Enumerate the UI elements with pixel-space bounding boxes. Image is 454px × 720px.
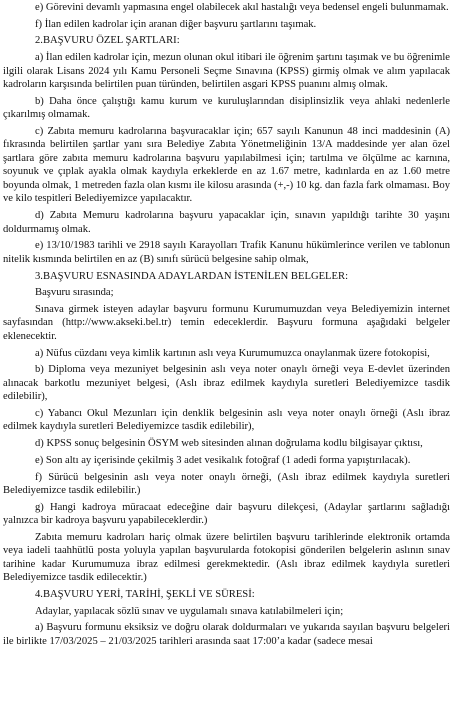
paragraph: d) Zabıta Memuru kadrolarına başvuru yapacaklar için, sınavın yapıldığı tarihte 30 yaşını doldurmamış olmak. bbox=[3, 210, 450, 235]
paragraph: Başvuru sırasında; bbox=[35, 287, 114, 299]
paragraph: Sınava girmek isteyen adaylar başvuru formunu Kurumumuzdan veya Belediyemizin internet sayfasından (http://www.akseki.bel.tr) temin edeceklerdir. Başvuru formuna aşağıdaki belgeler eklenecektir. bbox=[3, 303, 450, 342]
section-heading: 4.BAŞVURU YERİ, TARİHİ, ŞEKLİ VE SÜRESİ: bbox=[35, 589, 255, 601]
paragraph: e) Son altı ay içerisinde çekilmiş 3 adet vesikalık fotoğraf (1 adedi forma yapıştırılacak). bbox=[35, 454, 411, 466]
paragraph: c) Yabancı Okul Mezunları için denklik belgesinin aslı veya noter onaylı örneği (Aslı ibraz edilmek kaydıyla suretleri Belediyemizce tasdik edilebilir), bbox=[3, 407, 450, 433]
paragraph: Zabıta memuru kadroları hariç olmak üzere belirtilen başvuru tarihlerinde elektronik ortamda veya iadeli taahhütlü posta yoluyla yapılan başvurularda fotokopisi gönderilen belgelerin aslının sınav tarihine kadar Kurumumuza ibraz edilmesi gerekmektedir. (Aslı ibraz edilmek kaydıyla suretleri Belediyemizce tasdik edilecektir.) bbox=[3, 531, 450, 584]
paragraph: Adaylar, yapılacak sözlü sınav ve uygulamalı sınava katılabilmeleri için; bbox=[35, 605, 344, 617]
paragraph: b) Diploma veya mezuniyet belgesinin aslı veya noter onaylı örneği veya E-devlet üzerinden alınacak barkotlu mezuniyet belgesi, (Aslı ibraz edilmek kaydıyla suretleri Belediyemizce tasdik edilebilir), bbox=[3, 364, 450, 403]
paragraph: f) İlan edilen kadrolar için aranan diğer başvuru şartlarını taşımak. bbox=[35, 18, 317, 30]
section-heading: 2.BAŞVURU ÖZEL ŞARTLARI: bbox=[35, 35, 180, 47]
paragraph: a) Başvuru formunu eksiksiz ve doğru olarak doldurmaları ve yukarıda sayılan başvuru belgeleri ile birlikte 17/03/2025 – 21/03/2025 tarihleri arasında saat 17:00’a kadar (sadece mesai bbox=[3, 622, 450, 647]
paragraph: c) Zabıta memuru kadrolarına başvuracaklar için; 657 sayılı Kanunun 48 inci maddesinin (A) fıkrasında belirtilen şartlar yanı sıra Belediye Zabıta Yönetmeliğinin 13/A maddesinde yer alan özel şartlara göre zabıta memuru kadrolarına başvuru yapılabilmesi için; tartılma ve ölçülme ac karnına, soyunuk ve çıplak ayakla olmak kaydıyla erkeklerde en az 1.67 metre, kadınlarda en az 1.60 metre boyunda olmak, 1 metreden fazla olan kısmı ile kilosu arasında (+,-) 10 kg. dan fazla fark olmaması. Boy ve kilo tespitleri Belediyemizce yapılacaktır. bbox=[3, 125, 450, 205]
paragraph: f) Sürücü belgesinin aslı veya noter onaylı örneği, (Aslı ibraz edilmek kaydıyla suretleri Belediyemizce tasdik edilebilir.) bbox=[3, 471, 450, 496]
paragraph: b) Daha önce çalıştığı kamu kurum ve kuruluşlarından disiplinsizlik veya ahlaki nedenlerle çıkarılmış olmamak. bbox=[3, 95, 450, 121]
paragraph: d) KPSS sonuç belgesinin ÖSYM web sitesinden alınan doğrulama kodlu bilgisayar çıktısı, bbox=[35, 438, 423, 450]
section-heading: 3.BAŞVURU ESNASINDA ADAYLARDAN İSTENİLEN BELGELER: bbox=[35, 270, 349, 282]
paragraph: a) Nüfus cüzdanı veya kimlik kartının aslı veya Kurumumuzca onaylanmak üzere fotokopisi, bbox=[35, 347, 430, 359]
paragraph: g) Hangi kadroya müracaat edeceğine dair başvuru dilekçesi, (Adaylar şartlarını sağladığı yalnızca bir kadroya başvuru yapabileceklerdir.) bbox=[3, 501, 450, 527]
paragraph: e) Görevini devamlı yapmasına engel olabilecek akıl hastalığı veya bedensel engeli bulunmamak. bbox=[35, 2, 449, 13]
document-body bbox=[3, 1, 450, 648]
paragraph: e) 13/10/1983 tarihli ve 2918 sayılı Karayolları Trafik Kanunu hükümlerince verilen ve tablonun nitelik kısmında belirtilen en az (B) sınıfı sürücü belgesine sahip olmak, bbox=[3, 240, 450, 265]
paragraph: a) İlan edilen kadrolar için, mezun olunan okul itibari ile öğrenim şartını taşımak ve bu öğrenimle ilgili olarak Lisans 2024 yılı Kamu Personeli Seçme Sınavına (KPSS) girmiş olmak ve alım yapılacak kadroların karşısında belirtilen puan türünden, belirtilen asgari KPSS puanını almış olmak. bbox=[3, 52, 450, 91]
